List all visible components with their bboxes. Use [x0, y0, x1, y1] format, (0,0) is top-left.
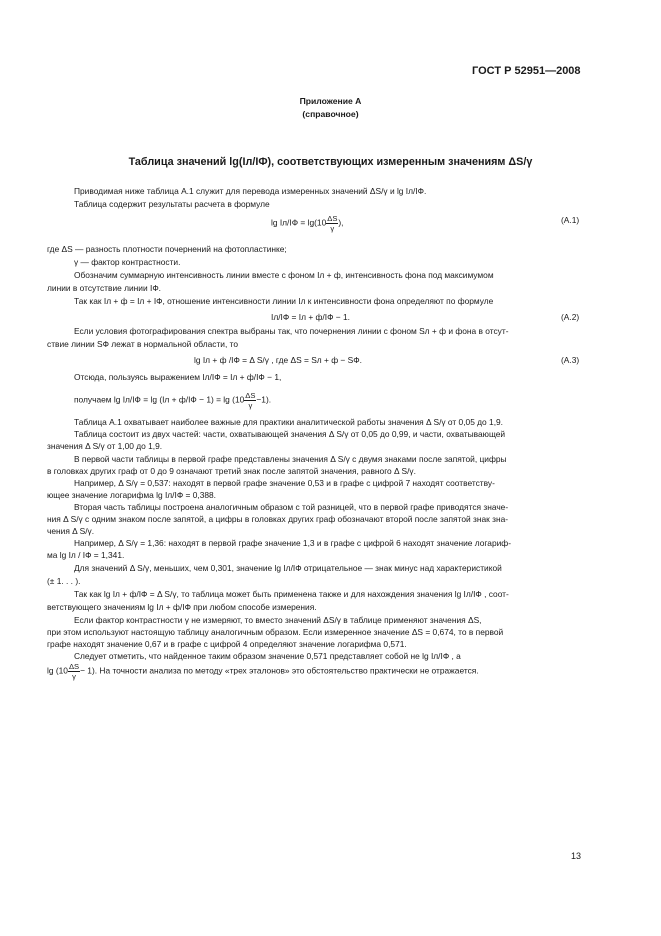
paragraph-line: Таблица содержит результаты расчета в формуле: [74, 199, 270, 209]
paragraph-line: значения Δ S/γ от 1,00 до 1,9.: [47, 441, 163, 451]
fraction-denominator: γ: [248, 401, 253, 410]
paragraph-line: ствие линии SФ лежат в нормальной области, то: [47, 339, 239, 349]
paragraph-line: чения Δ S/γ.: [47, 526, 95, 536]
paragraph-line: ния Δ S/γ с одним знаком после запятой, а цифры в головках других граф обозначают второй после запятой знак зна-: [47, 514, 509, 524]
paragraph-line: Обозначим суммарную интенсивность линии вместе с фоном Iл + ф, интенсивность фона под максимумом: [74, 270, 494, 280]
paragraph-line: Если условия фотографирования спектра выбраны так, что почернения линии с фоном Sл + ф и фона в отсут-: [74, 326, 509, 336]
equation-text: ),: [338, 217, 344, 228]
paragraph-line: графе находят значение 0,67 и в графе с цифрой 4 определяют значение логарифма 0,571.: [47, 639, 407, 649]
equation-a2: Iл/IФ = Iл + ф/IФ − 1.: [271, 312, 350, 322]
paragraph-line: Например, Δ S/γ = 0,537: находят в первой графе значение 0,53 и в графе с цифрой 7 находят соответству-: [74, 478, 495, 488]
equation-fraction: [68, 662, 80, 681]
section-title: Таблица значений lg(Iл/IФ), соответствующих измеренным значениям ΔS/γ: [128, 156, 533, 168]
equation-number: (А.2): [561, 312, 580, 322]
paragraph-line: Вторая часть таблицы построена аналогичным образом с той разницей, что в первой графе приводятся значе-: [74, 502, 509, 512]
paragraph-line: где ΔS — разность плотности почернений на фотопластинке;: [47, 244, 287, 254]
page-number: 13: [571, 851, 582, 861]
equation-number: (А.1): [561, 215, 580, 225]
paragraph-line: Приводимая ниже таблица А.1 служит для перевода измеренных значений ΔS/γ и lg Iл/IФ.: [74, 186, 427, 196]
paragraph-line: В первой части таблицы в первой графе представлены значения Δ S/γ с двумя знаками после запятой, цифры: [74, 454, 507, 464]
appendix-title: Приложение А: [299, 96, 362, 106]
paragraph-line: Например, Δ S/γ = 1,36: находят в первой графе значение 1,3 и в графе с цифрой 6 находят значение логариф-: [74, 538, 511, 548]
paragraph-line: при этом используют настоящую таблицу аналогичным образом. Если измеренное значение ΔS = 0,674, то в первой: [47, 627, 504, 637]
fraction-numerator: ΔS: [245, 391, 256, 400]
paragraph-line: ветствующего значениям lg Iл + ф/IФ при любом способе измерения.: [47, 602, 317, 612]
paragraph-line: [47, 662, 479, 681]
paragraph-line: (± 1. . . ).: [47, 576, 81, 586]
standard-header: ГОСТ Р 52951—2008: [472, 65, 581, 77]
paragraph-line: Так как lg Iл + ф/IФ = Δ S/γ, то таблица может быть применена также и для нахождения значения lg Iл/IФ , соот-: [74, 589, 509, 599]
fraction-denominator: γ: [330, 224, 335, 233]
equation-text: lg (10: [47, 665, 68, 676]
paragraph-line: Для значений Δ S/γ, меньших, чем 0,301, значение lg Iл/IФ отрицательное — знак минус над характеристикой: [74, 563, 502, 573]
equation-text: lg Iл/IФ = lg(10: [271, 217, 327, 228]
appendix-note: (справочное): [302, 109, 359, 119]
paragraph-line: ющее значение логарифма lg Iл/IФ = 0,388.: [47, 490, 217, 500]
paragraph-line: Таблица А.1 охватывает наиболее важные для практики аналитической работы значения Δ S/γ от 0,05 до 1,9.: [74, 417, 504, 427]
paragraph-line: [74, 391, 271, 410]
paragraph-line: в головках других граф от 0 до 9 означают третий знак после запятой значения, равного Δ S/γ.: [47, 466, 416, 476]
paragraph-line: Так как Iл + ф = Iл + IФ, отношение интенсивности линии Iл к интенсивности фона определяют по формуле: [74, 296, 494, 306]
equation-fraction: [244, 391, 256, 410]
equation-a1: [271, 214, 344, 233]
equation-text: получаем lg Iл/IФ = lg (Iл + ф/IФ − 1) = lg (10: [74, 394, 245, 405]
fraction-numerator: ΔS: [68, 662, 80, 671]
paragraph-line: ма lg Iл / IФ = 1,341.: [47, 550, 125, 560]
equation-fraction: [326, 214, 338, 233]
fraction-numerator: ΔS: [327, 214, 338, 223]
paragraph-line: Следует отметить, что найденное таким образом значение 0,571 представляет собой не lg Iл/IФ , а: [74, 651, 461, 661]
paragraph-line: Если фактор контрастности γ не измеряют, то вместо значений ΔS/γ в таблице применяют значения ΔS,: [74, 615, 482, 625]
paragraph-line: линии в отсутствие линии IФ.: [47, 283, 162, 293]
equation-a3: lg Iл + ф /IФ = Δ S/γ , где ΔS = Sл + ф − SФ.: [194, 355, 362, 365]
paragraph-line: Отсюда, пользуясь выражением Iл/IФ = Iл + ф/IФ − 1,: [74, 372, 282, 382]
paragraph-text: − 1). На точности анализа по методу «трех эталонов» это обстоятельство практически не отражается.: [80, 665, 479, 676]
paragraph-line: Таблица состоит из двух частей: части, охватывающей значения Δ S/γ от 0,05 до 0,99, и части, охватывающей: [74, 429, 506, 439]
paragraph-line: γ — фактор контрастности.: [74, 257, 181, 267]
fraction-denominator: γ: [72, 672, 76, 681]
equation-number: (А.3): [561, 355, 580, 365]
equation-text: −1).: [256, 394, 272, 405]
